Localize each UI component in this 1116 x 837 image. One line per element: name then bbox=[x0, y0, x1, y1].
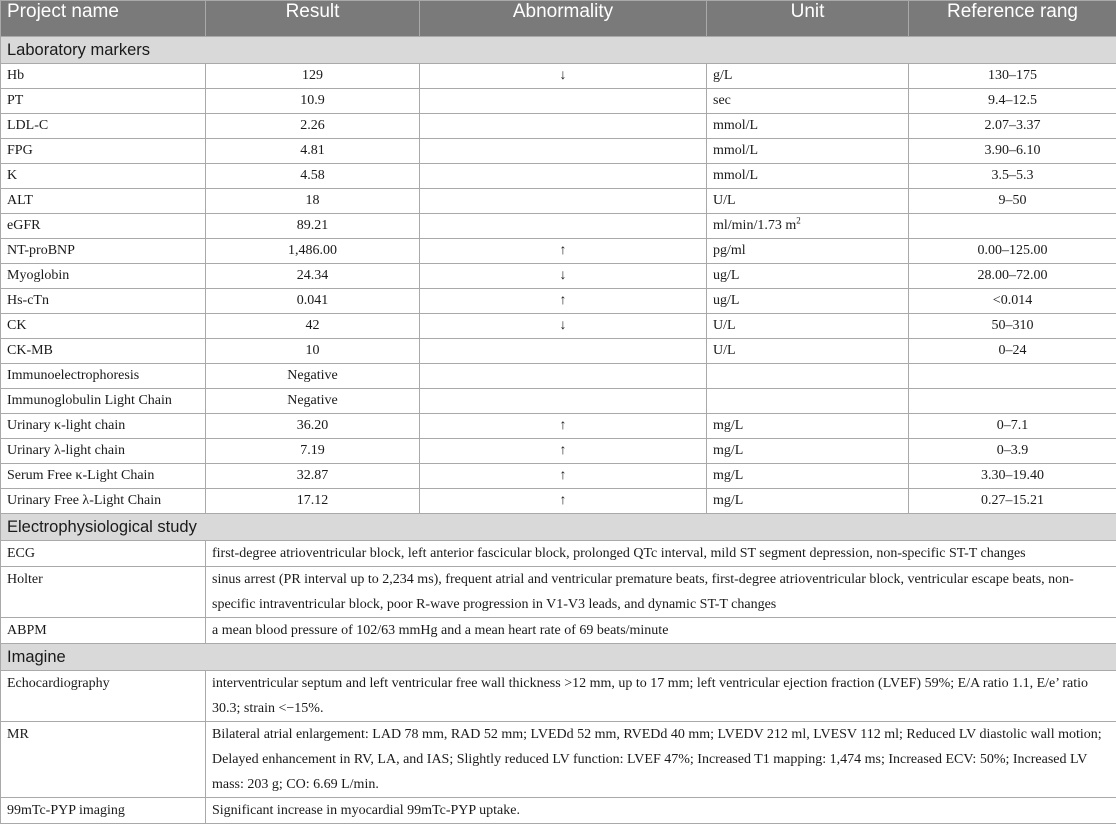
result-cell: 4.81 bbox=[206, 139, 420, 164]
table-row bbox=[1, 64, 1116, 89]
result-cell: 2.26 bbox=[206, 114, 420, 139]
reference-range-cell bbox=[909, 389, 1116, 414]
unit-cell bbox=[707, 464, 909, 489]
abnormality-cell: ↑ bbox=[420, 289, 707, 314]
unit-text: ml/min/1.73 m bbox=[713, 218, 797, 233]
header-unit: Unit bbox=[707, 1, 909, 37]
abnormality-cell: ↑ bbox=[420, 439, 707, 464]
abnormality-cell: ↑ bbox=[420, 414, 707, 439]
unit-text: ug/L bbox=[713, 293, 740, 308]
abnormality-cell bbox=[420, 389, 707, 414]
table-row bbox=[1, 414, 1116, 439]
project-name-cell: Immunoglobulin Light Chain bbox=[1, 389, 206, 414]
abnormality-cell bbox=[420, 164, 707, 189]
unit-cell bbox=[707, 64, 909, 89]
abnormality-cell: ↑ bbox=[420, 489, 707, 514]
reference-range-cell: 9–50 bbox=[909, 189, 1116, 214]
unit-text: mg/L bbox=[713, 443, 744, 458]
result-cell: 42 bbox=[206, 314, 420, 339]
header-reference-range: Reference rang bbox=[909, 1, 1116, 37]
project-name-cell: Serum Free κ-Light Chain bbox=[1, 464, 206, 489]
abnormality-cell bbox=[420, 114, 707, 139]
abnormality-cell bbox=[420, 339, 707, 364]
unit-text: pg/ml bbox=[713, 243, 746, 258]
header-row bbox=[1, 1, 1116, 37]
table-row bbox=[1, 439, 1116, 464]
description-cell: interventricular septum and left ventricular free wall thickness >12 mm, up to 17 mm; left ventricular ejection fraction (LVEF) 59%; E/A ratio 1.1, E/e’ ratio 30.3; strain <−15%. bbox=[206, 671, 1116, 722]
unit-cell bbox=[707, 489, 909, 514]
laboratory-section bbox=[1, 37, 1116, 514]
unit-cell bbox=[707, 139, 909, 164]
table-row bbox=[1, 489, 1116, 514]
result-cell: 36.20 bbox=[206, 414, 420, 439]
result-cell: 32.87 bbox=[206, 464, 420, 489]
reference-range-cell: 3.5–5.3 bbox=[909, 164, 1116, 189]
reference-range-cell bbox=[909, 364, 1116, 389]
electrophysiology-section bbox=[1, 514, 1116, 644]
project-name-cell: K bbox=[1, 164, 206, 189]
unit-text: U/L bbox=[713, 343, 736, 358]
project-name-cell: Urinary Free λ-Light Chain bbox=[1, 489, 206, 514]
project-name-cell: Myoglobin bbox=[1, 264, 206, 289]
table-row bbox=[1, 339, 1116, 364]
project-name-cell: MR bbox=[1, 722, 206, 798]
table-row bbox=[1, 214, 1116, 239]
unit-cell bbox=[707, 239, 909, 264]
reference-range-cell: 0–24 bbox=[909, 339, 1116, 364]
unit-cell bbox=[707, 264, 909, 289]
unit-cell bbox=[707, 389, 909, 414]
unit-text: U/L bbox=[713, 318, 736, 333]
unit-cell bbox=[707, 89, 909, 114]
unit-text: mg/L bbox=[713, 493, 744, 508]
table-row bbox=[1, 567, 1116, 618]
description-cell: a mean blood pressure of 102/63 mmHg and a mean heart rate of 69 beats/minute bbox=[206, 618, 1116, 644]
project-name-cell: ECG bbox=[1, 541, 206, 567]
project-name-cell: CK bbox=[1, 314, 206, 339]
unit-cell bbox=[707, 214, 909, 239]
abnormality-cell: ↓ bbox=[420, 314, 707, 339]
unit-text: U/L bbox=[713, 193, 736, 208]
result-cell: Negative bbox=[206, 389, 420, 414]
abnormality-cell bbox=[420, 139, 707, 164]
result-cell: 18 bbox=[206, 189, 420, 214]
table-row bbox=[1, 798, 1116, 824]
reference-range-cell: 0–7.1 bbox=[909, 414, 1116, 439]
table-row bbox=[1, 618, 1116, 644]
reference-range-cell: 0–3.9 bbox=[909, 439, 1116, 464]
header-abnormality: Abnormality bbox=[420, 1, 707, 37]
description-cell: sinus arrest (PR interval up to 2,234 ms), frequent atrial and ventricular premature beats, first-degree atrioventricular block, ventricular escape beats, non-specific intraventricular block, poor R-wave progression in V1-V3 leads, and dynamic ST-T changes bbox=[206, 567, 1116, 618]
unit-superscript: 2 bbox=[796, 215, 801, 226]
unit-text: sec bbox=[713, 93, 731, 108]
unit-text: mg/L bbox=[713, 418, 744, 433]
result-cell: 89.21 bbox=[206, 214, 420, 239]
table-row bbox=[1, 671, 1116, 722]
table-row bbox=[1, 239, 1116, 264]
reference-range-cell: 3.30–19.40 bbox=[909, 464, 1116, 489]
result-cell: 4.58 bbox=[206, 164, 420, 189]
unit-cell bbox=[707, 364, 909, 389]
table-row bbox=[1, 389, 1116, 414]
reference-range-cell: 50–310 bbox=[909, 314, 1116, 339]
unit-text: mmol/L bbox=[713, 118, 759, 133]
section-electrophysiological-study: Electrophysiological study bbox=[1, 514, 1116, 541]
table-row bbox=[1, 314, 1116, 339]
imaging-section bbox=[1, 644, 1116, 824]
project-name-cell: Urinary κ-light chain bbox=[1, 414, 206, 439]
project-name-cell: Holter bbox=[1, 567, 206, 618]
result-cell: 17.12 bbox=[206, 489, 420, 514]
project-name-cell: LDL-C bbox=[1, 114, 206, 139]
result-cell: 10 bbox=[206, 339, 420, 364]
abnormality-cell bbox=[420, 89, 707, 114]
unit-cell bbox=[707, 314, 909, 339]
unit-cell bbox=[707, 439, 909, 464]
table-row bbox=[1, 364, 1116, 389]
reference-range-cell: 0.00–125.00 bbox=[909, 239, 1116, 264]
header-project-name: Project name bbox=[1, 1, 206, 37]
project-name-cell: ALT bbox=[1, 189, 206, 214]
project-name-cell: Hs-cTn bbox=[1, 289, 206, 314]
project-name-cell: eGFR bbox=[1, 214, 206, 239]
reference-range-cell bbox=[909, 214, 1116, 239]
reference-range-cell: 0.27–15.21 bbox=[909, 489, 1116, 514]
unit-cell bbox=[707, 289, 909, 314]
result-cell: 1,486.00 bbox=[206, 239, 420, 264]
description-cell: Bilateral atrial enlargement: LAD 78 mm, RAD 52 mm; LVEDd 52 mm, RVEDd 40 mm; LVEDV 212 ml, LVESV 112 ml; Reduced LV diastolic wall motion; Delayed enhancement in RV, LA, and IAS; Slightly reduced LV function: LVEF 47%; Increased T1 mapping: 1,474 ms; Increased ECV: 50%; Increased LV mass: 203 g; CO: 6.69 L/min. bbox=[206, 722, 1116, 798]
abnormality-cell: ↑ bbox=[420, 464, 707, 489]
table-row bbox=[1, 114, 1116, 139]
project-name-cell: ABPM bbox=[1, 618, 206, 644]
project-name-cell: 99mTc-PYP imaging bbox=[1, 798, 206, 824]
table-row bbox=[1, 189, 1116, 214]
abnormality-cell: ↓ bbox=[420, 264, 707, 289]
unit-cell bbox=[707, 114, 909, 139]
unit-text: ug/L bbox=[713, 268, 740, 283]
project-name-cell: CK-MB bbox=[1, 339, 206, 364]
table-row bbox=[1, 264, 1116, 289]
unit-cell bbox=[707, 339, 909, 364]
result-cell: 129 bbox=[206, 64, 420, 89]
table-row bbox=[1, 164, 1116, 189]
abnormality-cell: ↓ bbox=[420, 64, 707, 89]
reference-range-cell: 9.4–12.5 bbox=[909, 89, 1116, 114]
project-name-cell: NT-proBNP bbox=[1, 239, 206, 264]
reference-range-cell: 2.07–3.37 bbox=[909, 114, 1116, 139]
project-name-cell: PT bbox=[1, 89, 206, 114]
table-row bbox=[1, 464, 1116, 489]
reference-range-cell: 28.00–72.00 bbox=[909, 264, 1116, 289]
reference-range-cell: 3.90–6.10 bbox=[909, 139, 1116, 164]
unit-text: g/L bbox=[713, 68, 733, 83]
reference-range-cell: 130–175 bbox=[909, 64, 1116, 89]
abnormality-cell bbox=[420, 214, 707, 239]
project-name-cell: Immunoelectrophoresis bbox=[1, 364, 206, 389]
table-row bbox=[1, 722, 1116, 798]
description-cell: Significant increase in myocardial 99mTc-PYP uptake. bbox=[206, 798, 1116, 824]
abnormality-cell bbox=[420, 364, 707, 389]
section-imagine: Imagine bbox=[1, 644, 1116, 671]
unit-cell bbox=[707, 414, 909, 439]
abnormality-cell: ↑ bbox=[420, 239, 707, 264]
table-row bbox=[1, 541, 1116, 567]
abnormality-cell bbox=[420, 189, 707, 214]
project-name-cell: Hb bbox=[1, 64, 206, 89]
project-name-cell: Echocardiography bbox=[1, 671, 206, 722]
result-cell: 10.9 bbox=[206, 89, 420, 114]
project-name-cell: FPG bbox=[1, 139, 206, 164]
table-row bbox=[1, 89, 1116, 114]
table-row bbox=[1, 289, 1116, 314]
reference-range-cell: <0.014 bbox=[909, 289, 1116, 314]
table-row bbox=[1, 139, 1116, 164]
unit-text: mmol/L bbox=[713, 143, 759, 158]
result-cell: 24.34 bbox=[206, 264, 420, 289]
description-cell: first-degree atrioventricular block, left anterior fascicular block, prolonged QTc interval, mild ST segment depression, non-specific ST-T changes bbox=[206, 541, 1116, 567]
project-name-cell: Urinary λ-light chain bbox=[1, 439, 206, 464]
unit-cell bbox=[707, 164, 909, 189]
unit-cell bbox=[707, 189, 909, 214]
unit-text: mg/L bbox=[713, 468, 744, 483]
unit-text: mmol/L bbox=[713, 168, 759, 183]
section-laboratory-markers: Laboratory markers bbox=[1, 37, 1116, 64]
result-cell: 7.19 bbox=[206, 439, 420, 464]
header-result: Result bbox=[206, 1, 420, 37]
result-cell: 0.041 bbox=[206, 289, 420, 314]
result-cell: Negative bbox=[206, 364, 420, 389]
